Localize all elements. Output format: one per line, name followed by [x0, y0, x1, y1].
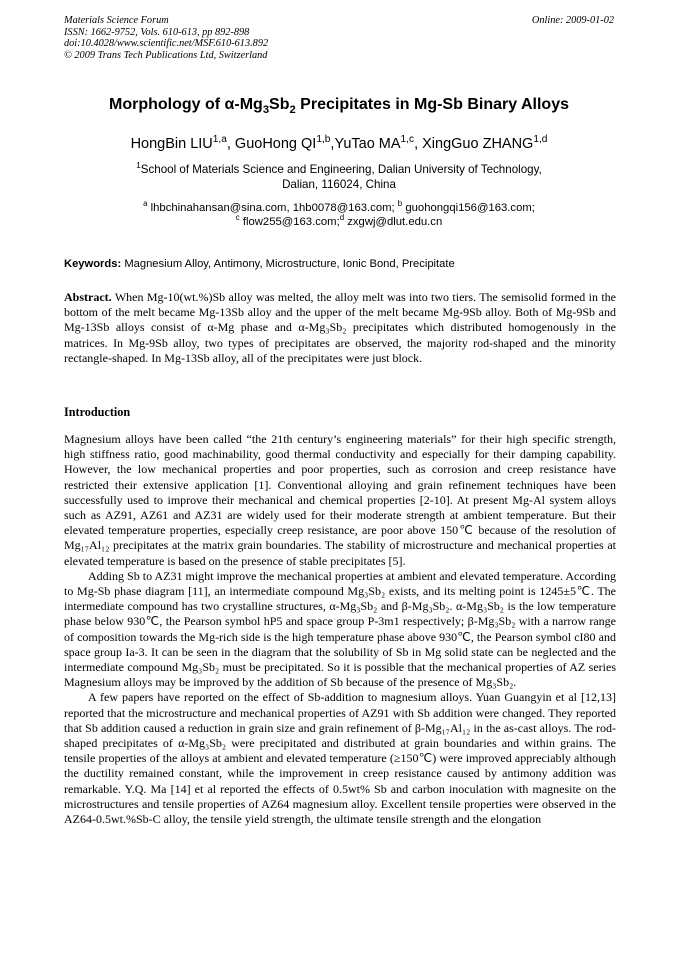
section-heading: Introduction: [64, 405, 131, 419]
title-sub: 3: [262, 104, 270, 117]
author-sup: 1,a: [212, 134, 227, 146]
copyright-line: © 2009 Trans Tech Publications Ltd, Switzerland: [64, 49, 268, 61]
affil-line: School of Materials Science and Engineering, Dalian University of Technology,: [140, 163, 542, 176]
paragraph: Adding Sb to AZ31 might improve the mechanical properties at ambient and elevated temperature. According to Mg-Sb phase diagram [11], an intermediate compound Mg₃Sb₂ exists, and its melting point is 1245±5℃. The intermediate compound has two crystalline structures, α-Mg₃Sb₂ and β-Mg₃Sb₂. α-Mg₃Sb₂ is the low temperature phase below 930℃, the Pearson symbol hP5 and space group P-3m1 respectively; β-Mg₃Sb₂ with a narrow range of composition towards the Mg-rich side is the high temperature phase above 930℃, the Pearson symbol cI80 and space group Ia-3. It can be seen in the diagram that the solubility of Sb in Mg solid state can be neglected and the intermediate compound Mg₃Sb₂ must be precipitated. So it is possible that the mechanical properties of AZ series Magnesium alloys may be improved by the addition of Sb because of the presence of Mg₃Sb₂.: [64, 568, 616, 690]
author-name: YuTao MA: [334, 136, 401, 152]
author-sup: 1,c: [400, 134, 415, 146]
email-sup: d: [339, 213, 345, 223]
author-name: XingGuo ZHANG: [422, 136, 534, 152]
keywords-text: Magnesium Alloy, Antimony, Microstructure, Ionic Bond, Precipitate: [124, 258, 455, 270]
affiliation: [0, 162, 678, 192]
author-name: HongBin LIU: [130, 136, 213, 152]
doi-line: doi:10.4028/www.scientific.net/MSF.610-613.892: [64, 38, 269, 50]
author-sup: 1,b: [316, 134, 331, 146]
author-sup: 1,d: [533, 134, 548, 146]
keywords-label: Keywords:: [64, 258, 122, 270]
email-sup: c: [235, 213, 240, 223]
title-sub: 2: [289, 104, 296, 117]
paper-title: [0, 96, 678, 117]
author-name: GuoHong QI: [234, 136, 317, 152]
author-list: HongBin LIU$^{1,a}$, GuoHong QI$^{1,b}$,YuTao MA$^{1,c}$, XingGuo ZHANG$^{1,d}$: [130, 134, 548, 152]
abstract-text: When Mg-10(wt.%)Sb alloy was melted, the alloy melt was into two tiers. The semisolid formed in the bottom of the melt became Mg-13Sb alloy and the upper of the melt became Mg-9Sb alloy. Both of Mg-9Sb and Mg-13Sb alloys consist of α-Mg phase and α-Mg₃Sb₂ precipitates which distributed homogenously in the matrices. In Mg-9Sb alloy, two types of precipitates are observed, the majority rod-shaped and the minority rectangle-shaped. In Mg-13Sb alloy, all of the precipitates were just block.: [64, 290, 616, 365]
keywords: [64, 258, 616, 270]
online-date: Online: 2009-01-02: [531, 15, 614, 26]
paragraph: Magnesium alloys have been called “the 21th century’s engineering materials” for their high specific strength, high stiffness ratio, good machinability, good thermal conductivity and especially for their damping capability. However, the low mechanical properties and poor properties, such as corrosion and creep resistance have restricted their extensive application [1]. Conventional alloying and grain refinement techniques have been successfully used to improve their mechanical and chemical properties [2-10]. At present Mg-Al system alloys such as AZ91, AZ61 and AZ31 are widely used for their moderate strength at ambient temperature. But their elevated temperature properties, especially creep resistance, are poor above 150℃ because of the resolution of Mg₁₇Al₁₂ precipitates at the matrix grain boundaries. The stability of microstructure and mechanical properties at elevated temperature is based on the presence of stable precipitates [5].: [64, 432, 616, 568]
affil-line: Dalian, 116024, China: [282, 178, 396, 191]
email-c: flow255@163.com;: [242, 216, 340, 228]
email-d: zxgwj@dlut.edu.cn: [347, 216, 443, 228]
email-sup: a: [143, 199, 148, 209]
abstract-label: Abstract.: [64, 290, 112, 304]
title-part: Morphology of α-Mg: [109, 96, 263, 113]
paragraph: A few papers have reported on the effect of Sb-addition to magnesium alloys. Yuan Guangyin et al [12,13] reported that the microstructure and mechanical properties of AZ91 with Sb addition were changed. They reported that Sb addition caused a reduction in grain size and grain refinement of β-Mg₁₇Al₁₂ in the as-cast alloys. The rod-shaped precipitates of α-Mg₃Sb₂ were precipitated and distributed at grain boundaries and within grains. The tensile properties of the alloys at ambient and elevated temperature (≥150℃) were improved appreciably although the ductility remained constant, while the improvement in creep resistance caused by antimony addition was remarkable. Y.Q. Ma [14] et al reported the effects of 0.5wt% Sb and carbon inoculation with magnesite on the microstructures and tensile properties of AZ64 magnesium alloy. Excellent tensile properties were observed in the AZ64-0.5wt.%Sb-C alloy, the tensile yield strength, the ultimate tensile strength and the elongation: [64, 690, 616, 827]
running-header: [64, 15, 268, 61]
email-block: [0, 201, 678, 229]
issn-line: ISSN: 1662-9752, Vols. 610-613, pp 892-898: [64, 26, 250, 38]
email-a: lhbchinahansan@sina.com, 1hb0078@163.com;: [150, 202, 395, 214]
body-text: [64, 432, 616, 827]
title-part: Sb: [269, 96, 290, 113]
journal-name: Materials Science Forum: [64, 15, 169, 26]
email-b: guohongqi156@163.com;: [405, 202, 535, 214]
title-part: Precipitates in Mg-Sb Binary Alloys: [295, 96, 569, 113]
abstract: [64, 290, 616, 366]
affil-sup: 1: [136, 161, 141, 171]
email-sup: b: [397, 199, 403, 209]
